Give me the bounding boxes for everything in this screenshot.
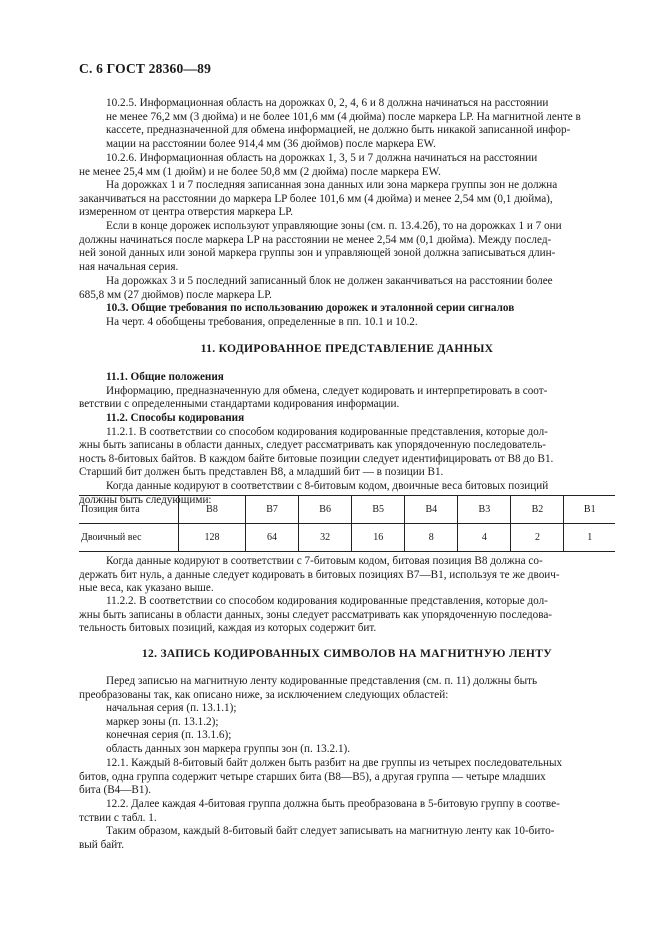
paragraph-tracks-3-5	[79, 275, 615, 302]
text-line: тствии с табл. 1.	[79, 811, 157, 824]
text-line: Когда данные кодируют в соответствии с 7-битовым кодом, битовая позиция B8 должна со-	[106, 555, 543, 567]
table-cell: 4	[458, 524, 511, 552]
table-cell: 1	[564, 524, 615, 552]
table-row-label: Позиция бита	[79, 496, 179, 524]
table-cell: B4	[405, 496, 458, 524]
paragraph-7bit	[79, 555, 615, 596]
table-cell: 128	[179, 524, 246, 552]
section-12-title: 12. ЗАПИСЬ КОДИРОВАННЫХ СИМВОЛОВ НА МАГНИТНУЮ ЛЕНТУ	[141, 647, 553, 660]
text-line: преобразованы так, как описано ниже, за исключением следующих областей:	[79, 688, 449, 701]
table-cell: 8	[405, 524, 458, 552]
list-item: конечная серия (п. 13.1.6);	[106, 729, 232, 742]
section-12-1	[79, 757, 615, 798]
text-line: тельность битовых позиций, каждая из которых содержит бит.	[79, 622, 377, 635]
text-line: 685,8 мм (27 дюймов) после маркера LP.	[79, 288, 272, 301]
table-cell: B3	[458, 496, 511, 524]
table-cell: B2	[511, 496, 564, 524]
table-row	[79, 524, 615, 552]
table-cell: B1	[564, 496, 615, 524]
text-line: мации на расстоянии более 914,4 мм (36 дюймов) после маркера EW.	[106, 137, 436, 150]
list-item: область данных зон маркера группы зон (п. 13.2.1).	[106, 742, 351, 755]
table-cell: 64	[246, 524, 299, 552]
text-line: 10.2.6. Информационная область на дорожках 1, 3, 5 и 7 должна начинаться на расстоянии	[106, 152, 538, 164]
table-row	[79, 496, 615, 524]
text-line: 10.2.5. Информационная область на дорожках 0, 2, 4, 6 и 8 должна начинаться на расстоянии	[106, 97, 549, 109]
subsection-title: 10.3. Общие требования по использованию дорожек и эталонной серии сигналов	[106, 302, 515, 314]
table-cell: B8	[179, 496, 246, 524]
text-line: ная начальная серия.	[79, 260, 179, 273]
text-line: не менее 25,4 мм (1 дюйм) и не более 50,8 мм (2 дюйма) после маркера EW.	[79, 165, 441, 178]
section-10-3	[79, 302, 615, 329]
paragraph	[79, 220, 615, 274]
table-cell: 16	[352, 524, 405, 552]
text-line: жны быть записаны в области данных, зоны следует рассматривать как упорядоченную последова-	[79, 608, 553, 621]
section-11-2	[79, 412, 615, 507]
paragraph	[79, 152, 615, 179]
text-line: Старший бит должен быть представлен B8, а младший бит — в позиции B1.	[79, 466, 444, 479]
text-line: заканчиваться на расстоянии до маркера LP более 101,6 мм (4 дюйма) и менее 2,54 мм (0,1 дюйма),	[79, 192, 553, 205]
text-line: На дорожках 1 и 7 последняя записанная зона данных или зона маркера группы зон не должна	[106, 179, 558, 191]
text-line: бита (B4—B1).	[79, 784, 152, 797]
page-header: С. 6 ГОСТ 28360—89	[79, 61, 212, 76]
text-line: жны быть записаны в области данных, следует рассматривать как упорядоченную последователь-	[79, 439, 547, 452]
paragraph-tracks-1-7	[79, 179, 615, 220]
paragraph	[79, 275, 615, 302]
table-row-label: Двоичный вес	[79, 524, 179, 552]
paragraph	[79, 179, 615, 220]
section-12-intro	[79, 675, 615, 757]
text-line: Когда данные кодируют в соответствии с 8-битовым кодом, двоичные веса битовых позиций	[106, 479, 549, 492]
text-line: должны быть следующими:	[79, 493, 212, 506]
subsection-title: 11.1. Общие положения	[106, 371, 224, 383]
text-line: На черт. 4 обобщены требования, определенные в пп. 10.1 и 10.2.	[106, 315, 418, 328]
text-line: битов, одна группа содержит четыре старших бита (B8—B5), а другая группа — четыре младших	[79, 770, 546, 783]
table-cell: 32	[299, 524, 352, 552]
table-cell: B7	[246, 496, 299, 524]
table-cell: B6	[299, 496, 352, 524]
text-line: Если в конце дорожек используют управляющие зоны (см. п. 13.4.2б), то на дорожках 1 и 7 они	[106, 220, 562, 232]
section-11-2-2	[79, 595, 615, 636]
section-10-2-6	[79, 152, 615, 179]
text-line: должны начинаться после маркера LP на расстоянии не менее 2,54 мм (0,1 дюйма). Между послед-	[79, 233, 552, 246]
subsection-title: 11.2. Способы кодирования	[106, 412, 245, 424]
list-item: начальная серия (п. 13.1.1);	[106, 702, 237, 715]
text-line: кассете, предназначенной для обмена информацией, не должно быть никакой записанной инфор-	[106, 124, 571, 137]
text-line: не менее 76,2 мм (3 дюйма) и не более 101,6 мм (4 дюйма) после маркера LP. На магнитной ленте в	[106, 110, 581, 123]
paragraph	[79, 97, 615, 151]
text-line: 11.2.2. В соответствии со способом кодирования кодированные представления, которые дол-	[106, 595, 548, 607]
text-line: ней зоной данных или зоной маркера группы зон и управляющей зоной должна записываться длин-	[79, 247, 556, 260]
text-line: На дорожках 3 и 5 последний записанный блок не должен заканчиваться на расстоянии более	[106, 275, 553, 287]
section-11-1	[79, 371, 615, 412]
text-line: Таким образом, каждый 8-битовый байт следует записывать на магнитную ленту как 10-бито-	[106, 825, 555, 838]
paragraph-control-zones	[79, 220, 615, 274]
text-line: ветствии с определенными стандартами кодирования информации.	[79, 398, 400, 411]
text-line: 12.2. Далее каждая 4-битовая группа должна быть преобразована в 5-битовую группу в соотве-	[106, 798, 560, 810]
text-line: ность 8-битовых байтов. В каждом байте битовые позиции следует идентифицировать от B8 до B1.	[79, 452, 554, 465]
section-11-title: 11. КОДИРОВАННОЕ ПРЕДСТАВЛЕНИЕ ДАННЫХ	[200, 342, 494, 355]
text-line: 11.2.1. В соответствии со способом кодирования кодированные представления, которые дол-	[106, 425, 548, 438]
section-10-2-5	[79, 97, 615, 151]
bit-weight-table	[79, 495, 615, 552]
text-line: измеренном от центра отверстия маркера LP.	[79, 206, 294, 219]
text-line: ные веса, как указано выше.	[79, 582, 214, 595]
table-cell: 2	[511, 524, 564, 552]
text-line: Информацию, предназначенную для обмена, следует кодировать и интерпретировать в соот-	[106, 384, 548, 397]
section-12-2	[79, 798, 615, 852]
text-line: держать бит нуль, а данные следует кодировать в битовых позициях B7—B1, используя те же двоич-	[79, 568, 560, 581]
text-line: Перед записью на магнитную ленту кодированные представления (см. п. 11) должны быть	[106, 675, 538, 687]
table-cell: B5	[352, 496, 405, 524]
text-line: вый байт.	[79, 838, 125, 851]
text-line: 12.1. Каждый 8-битовый байт должен быть разбит на две группы из четырех последовательных	[106, 757, 563, 769]
list-item: маркер зоны (п. 13.1.2);	[106, 715, 219, 728]
